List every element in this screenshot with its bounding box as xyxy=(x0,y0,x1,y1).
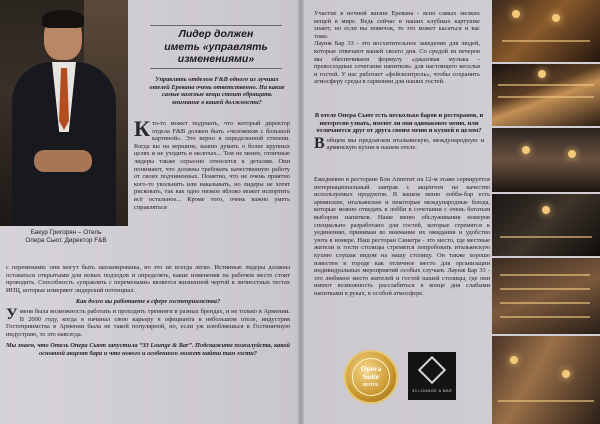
wine-wall-photo xyxy=(492,258,600,334)
caption-line-1: Бакур Григорян – Отель xyxy=(30,229,102,236)
logo-line-2: Suite xyxy=(362,372,380,381)
intro-paragraph xyxy=(134,116,290,211)
bar-photo xyxy=(492,64,600,126)
photo-caption xyxy=(2,229,130,245)
right-column-bottom xyxy=(314,176,490,298)
logo-line-3: HOTEL xyxy=(362,382,379,387)
headline-rule-top xyxy=(150,25,282,26)
headline-rule-bottom xyxy=(150,68,282,69)
qa-answer xyxy=(6,305,290,338)
left-body-column xyxy=(6,264,290,360)
body-paragraph: с переменами: они могут быть запланированы, но это не всегда легко. Истинные лидеры должны оставаться открытыми для новых подходов и определять, какие изменения на рабочем месте стоит проводить. Способность «управлять с переменами» является жизненной чертой в личностных тестах ИПЦ, которые измеряют лидерский потенциал. xyxy=(6,264,290,294)
diamond-mark-icon xyxy=(418,356,446,384)
closing-question: Мы знаем, что Отель Опера Сьют запустила “33 Lounge & Bar”. Подскажите пожалуйста, какой основной акцент бара и что нового и особенного может найти там гости? xyxy=(6,342,290,357)
qa-question: Как долго вы работаете в сфере гостеприимства? xyxy=(75,298,221,306)
right-column-top xyxy=(314,10,480,86)
intro-dropcap: К xyxy=(134,116,150,141)
headline-line-2: иметь «управлять xyxy=(164,40,268,53)
right-paragraph-3 xyxy=(314,134,484,152)
restaurant-photo-1 xyxy=(492,0,600,62)
terrace-photo xyxy=(492,336,600,424)
page-fold xyxy=(298,0,304,424)
right-paragraph-4: Ежедневно в ресторане Бон Аппетит на 12-м этаже сервируется интернациональный завтрак с акцентом на качество используемых продуктов. В вашем меню лобби-бар есть армянские, итальянские и некоторые международные блюда, которые можно отведать в лобби в сочетании с очень богатым выбором напитков. Наше меню обслуживания номеров специально разработано для гостей, которые стремятся к уединению, принимая во внимание их ожидания и удобство уюта в номере. Наш ресторан Синатра - это место, где местные жители и гости столицы стремятся попробовать итальянскую кухню слушая видом на нашу столицу. Он также хорошо известен в городе как отличное место для организации индивидуальных мероприятий особых случаев. Лаунж Бар 33 - это любимое место жителей и гостей нашей столицы, где они имеют возможность расслабиться в конце дня слабыми напитками в руках, в особой атмосфере. xyxy=(314,176,490,297)
right-paragraph-3-text: общем мы предлагаем итальянскую, международную и армянскую кухни в нашем отеле. xyxy=(326,136,484,152)
qa-dropcap: У xyxy=(6,305,18,323)
caption-line-2: Опера Сьют. Директор F&B xyxy=(25,237,107,244)
right-subhead: В отеле Опера Сьют есть несколько баров и ресторанов, и интересно узнать, имеют ли они одинаковое меню, или отличаются друг от друга своим меню и кухней в целом? xyxy=(314,112,484,135)
right-column-mid xyxy=(314,112,484,152)
right-paragraph-1: Участие в ночной жизни Еревана - ясно самых мелких вещей в мире. Ведь сейчас в наших клубных картушке знают, но если вы новичок, то это может касаться и вас тоже. xyxy=(314,10,480,40)
logo-line-1: Opera xyxy=(360,364,382,373)
dining-room-photo xyxy=(492,194,600,256)
portrait-photo xyxy=(0,0,128,226)
lounge-logo-label: 33 LOUNGE & BAR xyxy=(411,388,453,393)
lounge-bar-logo xyxy=(408,352,456,400)
headline-line-1: Лидер должен xyxy=(178,28,254,40)
article-headline xyxy=(146,28,286,66)
headline-line-3: изменениями» xyxy=(177,53,255,65)
qa-answer-text: меня была возможность работать и проходить тренинги в разных брендах, и не только в Армении. В 2000 году, когда я начинал свою карьеру в официанта в небольшом отеле, индустрия Гостеприимства в Армении была не такой популярной, но, если уж влюбляешься в Гостиничную индустрию, то это навсегда. xyxy=(6,307,290,338)
lead-question: Управлять отделом F&B одного из лучших отелей Еревана очень ответственно. На какие самые важные вещи стоит обращать внимание в вашей должности? xyxy=(149,76,285,106)
opera-suite-logo xyxy=(344,350,398,404)
right-paragraph-2: Лаунж Бар 33 - это восхитительное заведение для людей, которые отвечают вашей своего дня. Со средой из вечеров мы обеспечиваем формулу «джазовая музыка - превосходные сочетание напитков» для настоящего веселья и гостей. У нас работает «фейсконтроль», чтобы сохранить атмосферу среды в гармонии для наших гостей. xyxy=(314,40,480,86)
lounge-photo xyxy=(492,128,600,192)
right-dropcap: В xyxy=(314,134,325,152)
intro-text: то-то может подумать, что который директор отдела F&B должен быть «человеком с большой картиной». Это верно в определенной степени. Когда вы на вершине, важно думать о более крупных целях и не уходить в мелочах... Тем не менее, отличные лидеры также серьезно относятся к деталям. Они понимают, что должны требовать качественную работу от своих подчиненных. Понятно, что не очень приятно кого-то увольнять или наказывать, но лидеры не хотят рисковать, так как одно низкое яблоко может испортить всё остальное... Кроме того, очень важно уметь справляться xyxy=(134,120,290,211)
